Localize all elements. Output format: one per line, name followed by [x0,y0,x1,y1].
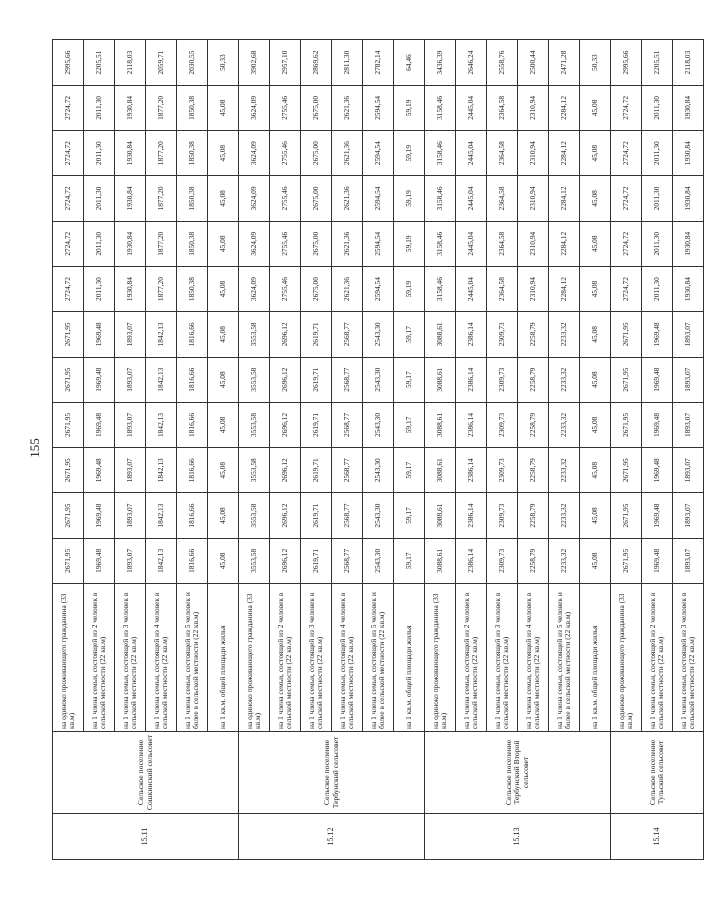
value-cell: 3158,46 [425,85,456,130]
value-cell: 59,17 [394,538,425,583]
value-cell: 3158,46 [425,176,456,221]
value-cell: 2309,73 [487,357,518,402]
value-cell: 1893,07 [115,448,146,493]
value-cell: 1930,84 [115,131,146,176]
value-cell: 2310,94 [518,176,549,221]
value-cell: 2309,73 [487,312,518,357]
value-cell: 2671,95 [53,402,84,447]
value-cell: 2118,03 [673,40,704,85]
value-cell: 2445,04 [456,85,487,130]
value-cell: 1930,84 [673,85,704,130]
value-cell: 2696,12 [270,402,301,447]
value-cell: 2594,54 [363,266,394,311]
value-cell: 3553,58 [239,448,270,493]
value-cell: 2995,66 [53,40,84,85]
value-cell: 2364,58 [487,131,518,176]
value-cell: 2011,30 [642,266,673,311]
value-cell: 1877,20 [146,85,177,130]
value-cell: 1816,66 [177,448,208,493]
value-cell: 2696,12 [270,493,301,538]
value-cell: 2675,00 [301,176,332,221]
value-cell: 45,08 [208,85,239,130]
value-cell: 2386,14 [456,538,487,583]
value-cell: 59,17 [394,357,425,402]
value-cell: 2724,72 [611,176,642,221]
value-cell: 1930,84 [673,266,704,311]
value-cell: 45,08 [580,221,611,266]
value-cell: 2671,95 [53,448,84,493]
value-cell: 2568,77 [332,538,363,583]
value-cell: 2621,36 [332,221,363,266]
value-cell: 2310,94 [518,85,549,130]
value-cell: 45,08 [580,176,611,221]
value-cell: 2386,14 [456,493,487,538]
value-cell: 1850,38 [177,131,208,176]
value-cell: 2671,95 [611,402,642,447]
value-cell: 1877,20 [146,176,177,221]
value-cell: 2568,77 [332,357,363,402]
value-cell: 1816,66 [177,402,208,447]
value-cell: 3088,61 [425,493,456,538]
value-cell: 45,08 [580,312,611,357]
value-cell: 2011,30 [642,85,673,130]
value-cell: 2543,30 [363,493,394,538]
value-cell: 2995,66 [611,40,642,85]
value-cell: 2619,71 [301,402,332,447]
norm-description: на одиноко проживающего гражданина (33 кв.м) [239,584,270,732]
value-cell: 1877,20 [146,131,177,176]
value-cell: 45,08 [208,448,239,493]
value-cell: 2011,30 [84,131,115,176]
value-cell: 45,08 [208,402,239,447]
value-cell: 1930,84 [673,176,704,221]
value-cell: 2205,51 [84,40,115,85]
value-cell: 2675,00 [301,131,332,176]
value-cell: 45,08 [208,538,239,583]
norm-description: на 1 члена семьи, состоящей из 3 человек в сельской местности (22 кв.м) [487,584,518,732]
value-cell: 2205,51 [642,40,673,85]
value-cell: 2445,04 [456,176,487,221]
value-cell: 1816,66 [177,493,208,538]
value-cell: 59,17 [394,312,425,357]
norm-description: на 1 члена семьи, состоящей из 4 человек в сельской местности (22 кв.м) [518,584,549,732]
value-cell: 45,08 [580,131,611,176]
value-cell: 2030,55 [177,40,208,85]
table-row [611,40,642,860]
value-cell: 1842,13 [146,538,177,583]
value-cell: 2500,44 [518,40,549,85]
value-cell: 2646,24 [456,40,487,85]
value-cell: 2671,95 [611,312,642,357]
value-cell: 59,19 [394,85,425,130]
norm-description: на одиноко проживающего гражданина (33 кв.м) [611,584,642,732]
value-cell: 50,33 [208,40,239,85]
value-cell: 3158,46 [425,131,456,176]
value-cell: 1842,13 [146,357,177,402]
value-cell: 3088,61 [425,448,456,493]
norm-description: на 1 члена семьи, состоящей из 3 человек в сельской местности (22 кв.м) [673,584,704,732]
rotated-page [52,40,696,860]
tariff-table-body [53,40,704,860]
value-cell: 45,08 [208,266,239,311]
value-cell: 1893,07 [673,312,704,357]
norm-description: на 1 члена семьи, состоящей из 5 человек и более в сельской местности (22 кв.м) [549,584,580,732]
value-cell: 3436,39 [425,40,456,85]
value-cell: 64,46 [394,40,425,85]
value-cell: 2309,73 [487,538,518,583]
norm-description: на одиноко проживающего гражданина (33 кв.м) [53,584,84,732]
value-cell: 2724,72 [611,221,642,266]
value-cell: 59,17 [394,448,425,493]
value-cell: 2258,79 [518,357,549,402]
value-cell: 1893,07 [115,312,146,357]
value-cell: 2675,00 [301,266,332,311]
norm-description: на 1 кв.м. общей площади жилья [580,584,611,732]
tariff-table [52,39,704,860]
value-cell: 3553,58 [239,312,270,357]
value-cell: 45,08 [580,538,611,583]
value-cell: 1969,48 [642,448,673,493]
value-cell: 2568,77 [332,448,363,493]
value-cell: 2386,14 [456,312,487,357]
value-cell: 59,19 [394,176,425,221]
value-cell: 2869,62 [301,40,332,85]
value-cell: 1842,13 [146,448,177,493]
value-cell: 2258,79 [518,493,549,538]
value-cell: 2619,71 [301,448,332,493]
value-cell: 2011,30 [642,131,673,176]
value-cell: 2471,28 [549,40,580,85]
value-cell: 1816,66 [177,538,208,583]
value-cell: 1842,13 [146,402,177,447]
value-cell: 1969,48 [642,312,673,357]
value-cell: 3624,09 [239,176,270,221]
settlement-name: Сельское поселение Тербунский Второй сельсовет [425,732,611,814]
value-cell: 45,08 [580,266,611,311]
page-number: 155 [27,438,42,458]
value-cell: 2724,72 [611,131,642,176]
row-number: 15.11 [53,814,239,860]
value-cell: 2310,94 [518,131,549,176]
value-cell: 2675,00 [301,85,332,130]
value-cell: 45,08 [580,85,611,130]
value-cell: 3158,46 [425,266,456,311]
value-cell: 1969,48 [84,402,115,447]
norm-description: на 1 члена семьи, состоящей из 2 человек в сельской местности (22 кв.м) [456,584,487,732]
value-cell: 1969,48 [84,538,115,583]
value-cell: 2724,72 [611,266,642,311]
value-cell: 2619,71 [301,538,332,583]
value-cell: 1893,07 [673,493,704,538]
value-cell: 2011,30 [642,221,673,266]
norm-description: на 1 члена семьи, состоящей из 4 человек в сельской местности (22 кв.м) [146,584,177,732]
value-cell: 2233,32 [549,448,580,493]
value-cell: 1930,84 [115,221,146,266]
value-cell: 2233,32 [549,312,580,357]
value-cell: 59,19 [394,131,425,176]
value-cell: 2621,36 [332,176,363,221]
value-cell: 2543,30 [363,357,394,402]
value-cell: 2724,72 [53,176,84,221]
value-cell: 1850,38 [177,85,208,130]
value-cell: 2594,54 [363,85,394,130]
value-cell: 2696,12 [270,538,301,583]
value-cell: 45,08 [208,312,239,357]
value-cell: 2310,94 [518,266,549,311]
value-cell: 2284,12 [549,266,580,311]
norm-description: на 1 члена семьи, состоящей из 2 человек в сельской местности (22 кв.м) [84,584,115,732]
value-cell: 45,08 [580,448,611,493]
value-cell: 2445,04 [456,131,487,176]
value-cell: 2755,46 [270,266,301,311]
value-cell: 45,08 [208,357,239,402]
norm-description: на 1 члена семьи, состоящей из 4 человек в сельской местности (22 кв.м) [332,584,363,732]
value-cell: 2284,12 [549,221,580,266]
row-number: 15.14 [611,814,704,860]
value-cell: 2671,95 [611,357,642,402]
value-cell: 1850,38 [177,221,208,266]
value-cell: 2811,30 [332,40,363,85]
value-cell: 2755,46 [270,221,301,266]
value-cell: 1969,48 [84,493,115,538]
value-cell: 2543,30 [363,448,394,493]
row-number: 15.13 [425,814,611,860]
value-cell: 2364,58 [487,266,518,311]
value-cell: 2568,77 [332,312,363,357]
value-cell: 2724,72 [611,85,642,130]
value-cell: 2233,32 [549,357,580,402]
value-cell: 1850,38 [177,266,208,311]
value-cell: 2755,46 [270,85,301,130]
value-cell: 2309,73 [487,402,518,447]
value-cell: 1893,07 [673,538,704,583]
value-cell: 3553,58 [239,357,270,402]
value-cell: 1893,07 [115,402,146,447]
value-cell: 59,17 [394,402,425,447]
value-cell: 2364,58 [487,221,518,266]
value-cell: 3088,61 [425,538,456,583]
value-cell: 2011,30 [642,176,673,221]
value-cell: 45,08 [580,357,611,402]
value-cell: 2621,36 [332,85,363,130]
value-cell: 1969,48 [642,538,673,583]
value-cell: 1930,84 [673,131,704,176]
value-cell: 2310,94 [518,221,549,266]
value-cell: 2233,32 [549,493,580,538]
value-cell: 45,08 [580,402,611,447]
value-cell: 2258,79 [518,402,549,447]
value-cell: 1893,07 [115,493,146,538]
value-cell: 2011,30 [84,176,115,221]
value-cell: 2011,30 [84,266,115,311]
value-cell: 1893,07 [115,357,146,402]
value-cell: 1816,66 [177,357,208,402]
value-cell: 50,33 [580,40,611,85]
value-cell: 2011,30 [84,221,115,266]
value-cell: 2671,95 [53,538,84,583]
value-cell: 2258,79 [518,312,549,357]
value-cell: 2621,36 [332,131,363,176]
value-cell: 2568,77 [332,493,363,538]
value-cell: 1842,13 [146,493,177,538]
value-cell: 1893,07 [673,357,704,402]
value-cell: 2386,14 [456,448,487,493]
value-cell: 1816,66 [177,312,208,357]
value-cell: 1969,48 [642,493,673,538]
value-cell: 1877,20 [146,266,177,311]
norm-description: на 1 кв.м. общей площади жилья [394,584,425,732]
value-cell: 2364,58 [487,85,518,130]
value-cell: 2957,10 [270,40,301,85]
value-cell: 2755,46 [270,131,301,176]
value-cell: 2309,73 [487,448,518,493]
value-cell: 3624,09 [239,131,270,176]
value-cell: 2671,95 [53,312,84,357]
value-cell: 1842,13 [146,312,177,357]
value-cell: 1969,48 [642,357,673,402]
value-cell: 2386,14 [456,402,487,447]
value-cell: 3553,58 [239,402,270,447]
value-cell: 2696,12 [270,357,301,402]
value-cell: 2543,30 [363,538,394,583]
value-cell: 2594,54 [363,176,394,221]
value-cell: 2594,54 [363,131,394,176]
value-cell: 2724,72 [53,131,84,176]
norm-description: на 1 члена семьи, состоящей из 2 человек в сельской местности (22 кв.м) [642,584,673,732]
value-cell: 1893,07 [673,402,704,447]
value-cell: 2386,14 [456,357,487,402]
value-cell: 2671,95 [53,493,84,538]
value-cell: 3553,58 [239,538,270,583]
value-cell: 3158,46 [425,221,456,266]
value-cell: 2445,04 [456,221,487,266]
value-cell: 1969,48 [84,357,115,402]
value-cell: 2568,77 [332,402,363,447]
value-cell: 2696,12 [270,448,301,493]
norm-description: на 1 члена семьи, состоящей из 2 человек в сельской местности (22 кв.м) [270,584,301,732]
table-row [53,40,84,860]
settlement-name: Сельское поселение Сошкинский сельсовет [53,732,239,814]
value-cell: 2233,32 [549,402,580,447]
value-cell: 59,19 [394,266,425,311]
value-cell: 2671,95 [53,357,84,402]
value-cell: 2011,30 [84,85,115,130]
value-cell: 2724,72 [53,266,84,311]
value-cell: 1969,48 [84,312,115,357]
value-cell: 3902,68 [239,40,270,85]
value-cell: 2755,46 [270,176,301,221]
value-cell: 2284,12 [549,176,580,221]
value-cell: 3624,09 [239,221,270,266]
value-cell: 1930,84 [115,85,146,130]
value-cell: 3088,61 [425,402,456,447]
value-cell: 2619,71 [301,493,332,538]
value-cell: 2309,73 [487,493,518,538]
value-cell: 2724,72 [53,85,84,130]
value-cell: 2284,12 [549,85,580,130]
table-row [425,40,456,860]
value-cell: 2543,30 [363,312,394,357]
value-cell: 1850,38 [177,176,208,221]
value-cell: 2445,04 [456,266,487,311]
value-cell: 2619,71 [301,357,332,402]
value-cell: 2619,71 [301,312,332,357]
value-cell: 2671,95 [611,448,642,493]
value-cell: 2621,36 [332,266,363,311]
value-cell: 45,08 [208,176,239,221]
value-cell: 59,19 [394,221,425,266]
table-row [239,40,270,860]
settlement-name: Сельское поселение Тульский сельсовет [611,732,704,814]
value-cell: 3088,61 [425,312,456,357]
value-cell: 3553,58 [239,493,270,538]
value-cell: 59,17 [394,493,425,538]
value-cell: 3624,09 [239,266,270,311]
value-cell: 2558,76 [487,40,518,85]
value-cell: 2594,54 [363,221,394,266]
value-cell: 2258,79 [518,448,549,493]
value-cell: 2675,00 [301,221,332,266]
value-cell: 2258,79 [518,538,549,583]
value-cell: 2696,12 [270,312,301,357]
value-cell: 2724,72 [53,221,84,266]
value-cell: 2118,03 [115,40,146,85]
value-cell: 1969,48 [642,402,673,447]
value-cell: 45,08 [208,221,239,266]
norm-description: на одиноко проживающего гражданина (33 кв.м) [425,584,456,732]
value-cell: 1893,07 [115,538,146,583]
value-cell: 2671,95 [611,493,642,538]
value-cell: 2364,58 [487,176,518,221]
value-cell: 2233,32 [549,538,580,583]
value-cell: 45,08 [208,493,239,538]
value-cell: 2671,95 [611,538,642,583]
row-number: 15.12 [239,814,425,860]
value-cell: 3088,61 [425,357,456,402]
value-cell: 1877,20 [146,221,177,266]
value-cell: 1893,07 [673,448,704,493]
value-cell: 1930,84 [115,176,146,221]
value-cell: 2543,30 [363,402,394,447]
value-cell: 2059,71 [146,40,177,85]
value-cell: 1969,48 [84,448,115,493]
value-cell: 45,08 [580,493,611,538]
value-cell: 3624,09 [239,85,270,130]
norm-description: на 1 члена семьи, состоящей из 5 человек и более в сельской местности (22 кв.м) [363,584,394,732]
value-cell: 1930,84 [115,266,146,311]
settlement-name: Сельское поселение Тербунский сельсовет [239,732,425,814]
value-cell: 2284,12 [549,131,580,176]
value-cell: 1930,84 [673,221,704,266]
norm-description: на 1 члена семьи, состоящей из 3 человек в сельской местности (22 кв.м) [115,584,146,732]
value-cell: 2782,14 [363,40,394,85]
value-cell: 45,08 [208,131,239,176]
norm-description: на 1 члена семьи, состоящей из 3 человек в сельской местности (22 кв.м) [301,584,332,732]
norm-description: на 1 члена семьи, состоящей из 5 человек и более в сельской местности (22 кв.м) [177,584,208,732]
norm-description: на 1 кв.м. общей площади жилья [208,584,239,732]
